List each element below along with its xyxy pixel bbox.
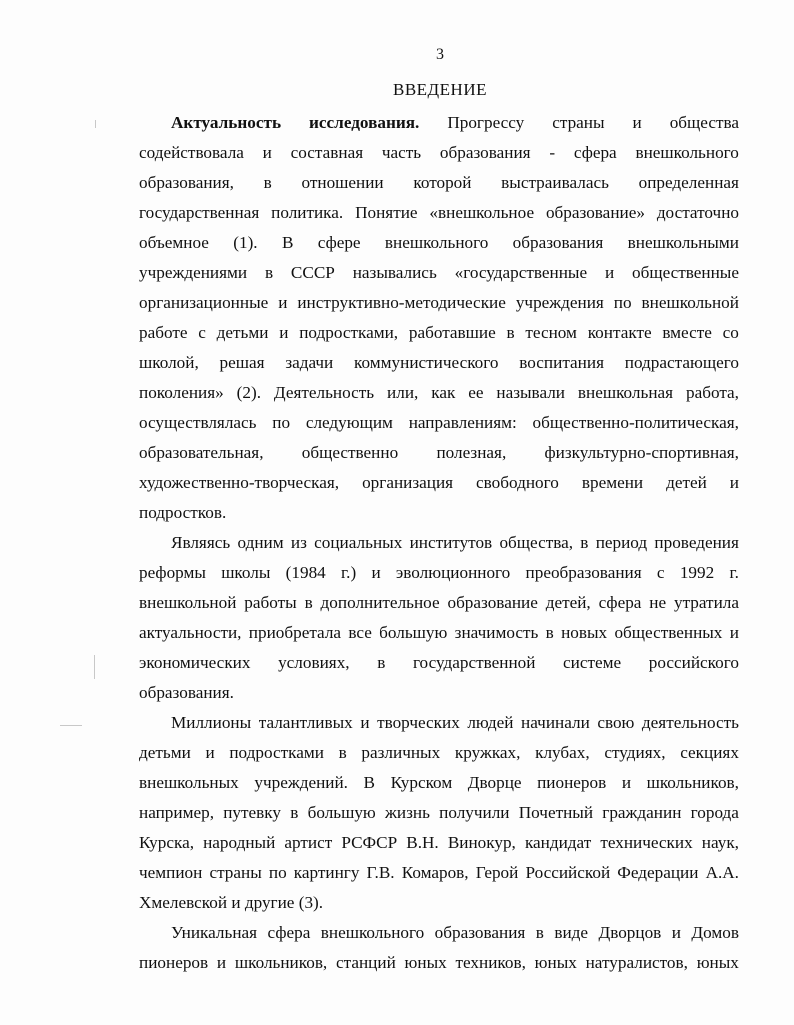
word: технических <box>600 833 693 852</box>
text-line <box>139 288 739 318</box>
word: Российской <box>525 863 611 882</box>
word: юных <box>696 953 739 972</box>
word: свою <box>597 713 635 732</box>
word: или, <box>387 383 419 402</box>
word: системе <box>563 653 622 672</box>
word: в <box>304 593 313 612</box>
word: внешкольных <box>139 773 239 792</box>
word: по <box>272 413 291 432</box>
word: в <box>264 263 274 282</box>
text-line <box>139 108 739 138</box>
word: из <box>290 533 307 552</box>
word: воспитания <box>519 353 604 372</box>
text-line <box>139 768 739 798</box>
word: учреждения <box>515 293 604 312</box>
word: Являясь <box>171 533 231 552</box>
word: и <box>729 473 739 492</box>
word: в <box>338 743 347 762</box>
text-line <box>139 648 739 678</box>
word: В <box>281 233 294 252</box>
word: Г.В. <box>366 863 395 882</box>
page-number: 3 <box>436 46 444 63</box>
text-line <box>139 138 739 168</box>
word: новых <box>561 623 608 642</box>
word: все <box>348 623 372 642</box>
word: наук, <box>701 833 739 852</box>
word: по <box>268 863 287 882</box>
word: работавшие <box>408 323 496 342</box>
word: (1984 <box>285 563 326 582</box>
word: «государственные <box>454 263 588 282</box>
word: и <box>205 743 215 762</box>
text-line <box>139 828 739 858</box>
word: жизнь <box>385 803 430 822</box>
word: определенная <box>638 173 739 192</box>
scan-margin-mark <box>60 725 82 726</box>
text-line <box>139 678 739 708</box>
word: институтов <box>409 533 493 552</box>
word: г.) <box>341 563 357 582</box>
word: вместе <box>662 323 712 342</box>
text-line <box>139 348 739 378</box>
text-line <box>139 948 739 978</box>
word: внешкольного <box>320 923 425 942</box>
word: со <box>722 323 739 342</box>
word: образование <box>447 593 538 612</box>
word: в <box>290 803 299 822</box>
word: виде <box>554 923 589 942</box>
word: общественно-политическая, <box>532 413 739 432</box>
word: школой, <box>139 353 199 372</box>
word: студиях, <box>604 743 666 762</box>
word: отношении <box>301 173 384 192</box>
word: внешкольной <box>641 293 739 312</box>
text-line <box>139 588 739 618</box>
text-line <box>139 228 739 258</box>
word: подростками, <box>299 323 399 342</box>
word: работе <box>139 323 188 342</box>
word: (1). <box>233 233 258 252</box>
word: Дворцов <box>598 923 662 942</box>
word: другие <box>244 893 295 912</box>
word: получили <box>439 803 510 822</box>
word: детьми <box>216 323 269 342</box>
word: клубах, <box>535 743 590 762</box>
scan-margin-mark <box>94 655 95 679</box>
word: образования, <box>139 173 234 192</box>
word: общества, <box>499 533 574 552</box>
word: сфера <box>598 593 642 612</box>
word: в <box>263 173 272 192</box>
word: содействовала <box>139 143 244 162</box>
text-line <box>139 558 739 588</box>
word: техников, <box>455 953 526 972</box>
text-line <box>139 618 739 648</box>
word: подростков. <box>139 503 227 522</box>
word: образовательная, <box>139 443 264 462</box>
word: Курска, <box>139 833 195 852</box>
word: решая <box>219 353 265 372</box>
word: В.Н. <box>406 833 439 852</box>
word: народный <box>203 833 276 852</box>
text-line <box>139 318 739 348</box>
word: кружках, <box>454 743 521 762</box>
word: В <box>363 773 376 792</box>
word: поколения» <box>139 383 224 402</box>
word: государственная <box>139 203 260 222</box>
word: школы <box>221 563 271 582</box>
word: А.А. <box>705 863 739 882</box>
word: общества <box>669 113 739 132</box>
word: Домов <box>691 923 739 942</box>
word: которой <box>413 173 472 192</box>
word: выстраивалась <box>501 173 609 192</box>
word: в <box>506 323 515 342</box>
word: и <box>262 143 272 162</box>
word: внешкольными <box>627 233 739 252</box>
word: Миллионы <box>171 713 252 732</box>
word: значимость <box>454 623 539 642</box>
word: как <box>431 383 456 402</box>
word: школьников, <box>234 953 328 972</box>
word: страны <box>552 113 605 132</box>
word: школьников, <box>646 773 739 792</box>
word: 1992 <box>679 563 715 582</box>
word: времени <box>581 473 644 492</box>
word: с <box>656 563 665 582</box>
word: по <box>613 293 632 312</box>
word: Хмелевской <box>139 893 228 912</box>
word: одним <box>237 533 284 552</box>
word: юных <box>534 953 577 972</box>
word: политика. <box>271 203 344 222</box>
text-line <box>139 888 739 918</box>
word: людей <box>467 713 514 732</box>
word: Винокур, <box>447 833 516 852</box>
word: большую <box>307 803 376 822</box>
text-line <box>139 198 739 228</box>
word: работа, <box>685 383 739 402</box>
word: например, <box>139 803 214 822</box>
word: объемное <box>139 233 209 252</box>
word: гражданин <box>602 803 682 822</box>
word: секциях <box>680 743 739 762</box>
text-line <box>139 408 739 438</box>
text-line <box>139 168 739 198</box>
text-line <box>139 798 739 828</box>
word: Деятельность <box>273 383 375 402</box>
word: сфера <box>267 923 311 942</box>
word: общественно <box>301 443 399 462</box>
word: натуралистов, <box>585 953 688 972</box>
text-line <box>139 738 739 768</box>
word: и <box>278 293 288 312</box>
word: инструктивно-методические <box>297 293 506 312</box>
word: актуальности, <box>139 623 242 642</box>
word: исследования. <box>309 113 420 132</box>
word: талантливых <box>258 713 353 732</box>
word: и <box>231 893 241 912</box>
word: осуществлялась <box>139 413 257 432</box>
word: пионеров <box>537 773 607 792</box>
word: в <box>545 623 554 642</box>
word: физкультурно-спортивная, <box>544 443 739 462</box>
word: сфере <box>317 233 361 252</box>
word: следующим <box>305 413 393 432</box>
word: работы <box>244 593 297 612</box>
text-line <box>139 498 739 528</box>
word: экономических <box>139 653 251 672</box>
word: в <box>580 533 589 552</box>
word: тесном <box>525 323 577 342</box>
text-line <box>139 378 739 408</box>
word: Почетный <box>518 803 594 822</box>
word: Герой <box>475 863 519 882</box>
word: - <box>549 143 556 162</box>
word: картингу <box>293 863 360 882</box>
word: реформы <box>139 563 206 582</box>
word: различных <box>361 743 441 762</box>
word: города <box>690 803 739 822</box>
word: внешкольного <box>384 233 489 252</box>
word: большую <box>379 623 448 642</box>
word: деятельность <box>641 713 739 732</box>
word: не <box>649 593 667 612</box>
word: детей, <box>545 593 591 612</box>
word: путевку <box>223 803 281 822</box>
word: период <box>595 533 648 552</box>
word: направлениям: <box>408 413 517 432</box>
word: начинали <box>521 713 590 732</box>
word: дополнительное <box>320 593 440 612</box>
word: Курском <box>390 773 453 792</box>
word: коммунистического <box>354 353 499 372</box>
word: страны <box>209 863 262 882</box>
word: в <box>535 923 544 942</box>
word: сфера <box>573 143 617 162</box>
word: организационные <box>139 293 269 312</box>
text-line <box>139 438 739 468</box>
word: пионеров <box>139 953 209 972</box>
word: составная <box>290 143 364 162</box>
word: задачи <box>285 353 334 372</box>
word: и <box>671 923 681 942</box>
word: социальных <box>314 533 403 552</box>
word: преобразования <box>525 563 642 582</box>
text-line <box>139 858 739 888</box>
word: юных <box>404 953 447 972</box>
word: свободного <box>476 473 559 492</box>
word: называли <box>496 383 565 402</box>
text-line <box>139 468 739 498</box>
word: чемпион <box>139 863 203 882</box>
section-title: ВВЕДЕНИЕ <box>393 80 487 99</box>
word: РСФСР <box>341 833 398 852</box>
word: учреждений. <box>254 773 348 792</box>
text-line <box>139 528 739 558</box>
word: и <box>371 563 381 582</box>
word: и <box>621 773 632 792</box>
word: ее <box>468 383 484 402</box>
word: полезная, <box>436 443 507 462</box>
word: организация <box>362 473 454 492</box>
word: детей <box>666 473 707 492</box>
word: государственной <box>412 653 536 672</box>
word: эволюционного <box>395 563 511 582</box>
word: и <box>360 713 370 732</box>
word: часть <box>381 143 422 162</box>
word: и <box>279 323 289 342</box>
word: Комаров, <box>401 863 469 882</box>
word: подрастающего <box>624 353 739 372</box>
word: учреждениями <box>139 263 248 282</box>
word: и <box>729 623 739 642</box>
word: достаточно <box>656 203 739 222</box>
word: условиях, <box>278 653 350 672</box>
word: российского <box>648 653 739 672</box>
word: «внешкольное <box>429 203 535 222</box>
word: внешкольного <box>635 143 739 162</box>
word: и <box>604 263 615 282</box>
word: в <box>377 653 386 672</box>
word: общественных <box>614 623 723 642</box>
word: контакте <box>587 323 652 342</box>
word: и <box>632 113 642 132</box>
word: детьми <box>139 743 191 762</box>
word: Понятие <box>355 203 418 222</box>
word: (2). <box>236 383 261 402</box>
word: образования <box>439 143 531 162</box>
word: творческих <box>377 713 460 732</box>
word: художественно-творческая, <box>139 473 340 492</box>
word: и <box>216 953 227 972</box>
word: образования <box>434 923 526 942</box>
text-line <box>139 258 739 288</box>
word: подростками <box>229 743 324 762</box>
body-text <box>139 108 739 978</box>
word: станций <box>336 953 396 972</box>
word: кандидат <box>524 833 592 852</box>
word: утратила <box>673 593 739 612</box>
word: образование» <box>545 203 645 222</box>
word: общественные <box>632 263 739 282</box>
scan-margin-mark <box>95 120 96 128</box>
word: Актуальность <box>171 113 282 132</box>
word: Уникальная <box>171 923 258 942</box>
word: внешкольной <box>139 593 237 612</box>
word: (3). <box>298 893 324 912</box>
word: г. <box>729 563 739 582</box>
word: назывались <box>352 263 437 282</box>
word: Федерации <box>617 863 699 882</box>
word: приобретала <box>248 623 342 642</box>
word: Дворце <box>467 773 522 792</box>
word: Прогрессу <box>447 113 525 132</box>
word: артист <box>284 833 333 852</box>
word: СССР <box>290 263 335 282</box>
word: образования <box>512 233 604 252</box>
word: внешкольная <box>577 383 674 402</box>
text-line <box>139 918 739 948</box>
word: образования. <box>139 683 234 702</box>
text-line <box>139 708 739 738</box>
word: проведения <box>654 533 739 552</box>
word: с <box>198 323 206 342</box>
